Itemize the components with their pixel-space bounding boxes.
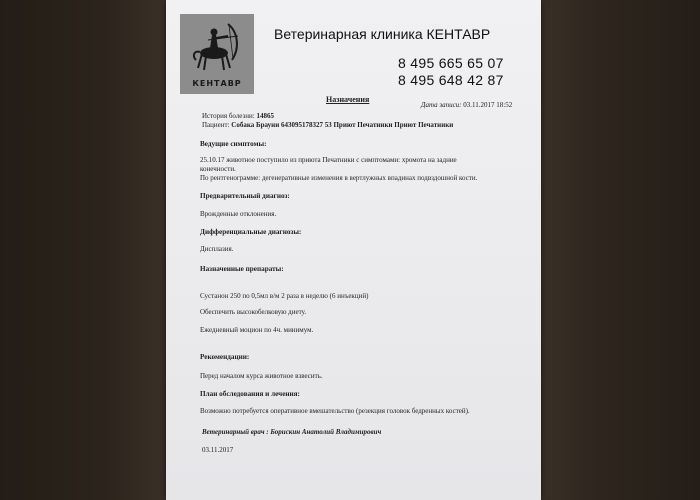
clinic-title: Ветеринарная клиника КЕНТАВР [274, 26, 491, 42]
record-date [421, 101, 512, 109]
symptoms-line-1: 25.10.17 животное поступило из приюта Печатники с симптомами: хромота на задние [200, 156, 457, 164]
doctor-signature-line: Ветеринарный врач : Борискин Анатолий Владимирович [202, 428, 382, 436]
symptoms-line-2: конечности. [200, 165, 236, 173]
record-date-value: 03.11.2017 18:52 [463, 101, 513, 109]
history-label: История болезни: [202, 112, 255, 120]
prelim-diagnosis-title: Предварительный диагноз: [200, 192, 290, 200]
clinic-logo [180, 14, 254, 94]
diff-diagnosis-text: Дисплазия. [200, 245, 234, 253]
page-heading: Назначения [326, 95, 370, 104]
prelim-diagnosis-text: Врожденные отклонения. [200, 210, 277, 218]
drugs-line-2: Обеспечить высокобелковую диету. [200, 308, 307, 316]
signature-date: 03.11.2017 [202, 446, 234, 454]
diff-diagnosis-title: Дифференциальные диагнозы: [200, 228, 302, 236]
background-right [530, 0, 700, 500]
recommendations-text: Перед началом курса животное взвесить. [200, 372, 323, 380]
recommendations-title: Рекомендации: [200, 353, 250, 361]
symptoms-title: Ведущие симптомы: [200, 140, 267, 148]
drugs-line-3: Ежедневный моцион по 4ч. минимум. [200, 326, 314, 334]
drugs-line-1: Сустанон 250 по 0,5мл в/м 2 раза в неделю (6 инъекций) [200, 292, 369, 300]
logo-text: КЕНТАВР [192, 79, 242, 88]
document-page [166, 0, 541, 500]
centaur-archer-icon [188, 18, 246, 76]
patient-line [202, 121, 453, 130]
phone-1: 8 495 665 65 07 [398, 55, 504, 71]
symptoms-line-3: По рентгенограмме: дегенеративные изменения в вертлужных впадинах подвздошной кости. [200, 174, 478, 182]
phone-2: 8 495 648 42 87 [398, 72, 504, 88]
patient-label: Пациент: [202, 121, 230, 129]
background-left [0, 0, 170, 500]
plan-title: План обследования и лечения: [200, 390, 300, 398]
history-line [202, 112, 274, 121]
history-value: 14865 [256, 112, 274, 120]
patient-value: Собака Брауни 643095178327 53 Приют Печатники Приют Печатники [231, 121, 454, 129]
record-date-label: Дата записи: [421, 101, 462, 109]
plan-text: Возможно потребуется оперативное вмешательство (резекция головок бедренных костей). [200, 407, 470, 415]
drugs-title: Назначенные препараты: [200, 265, 284, 273]
